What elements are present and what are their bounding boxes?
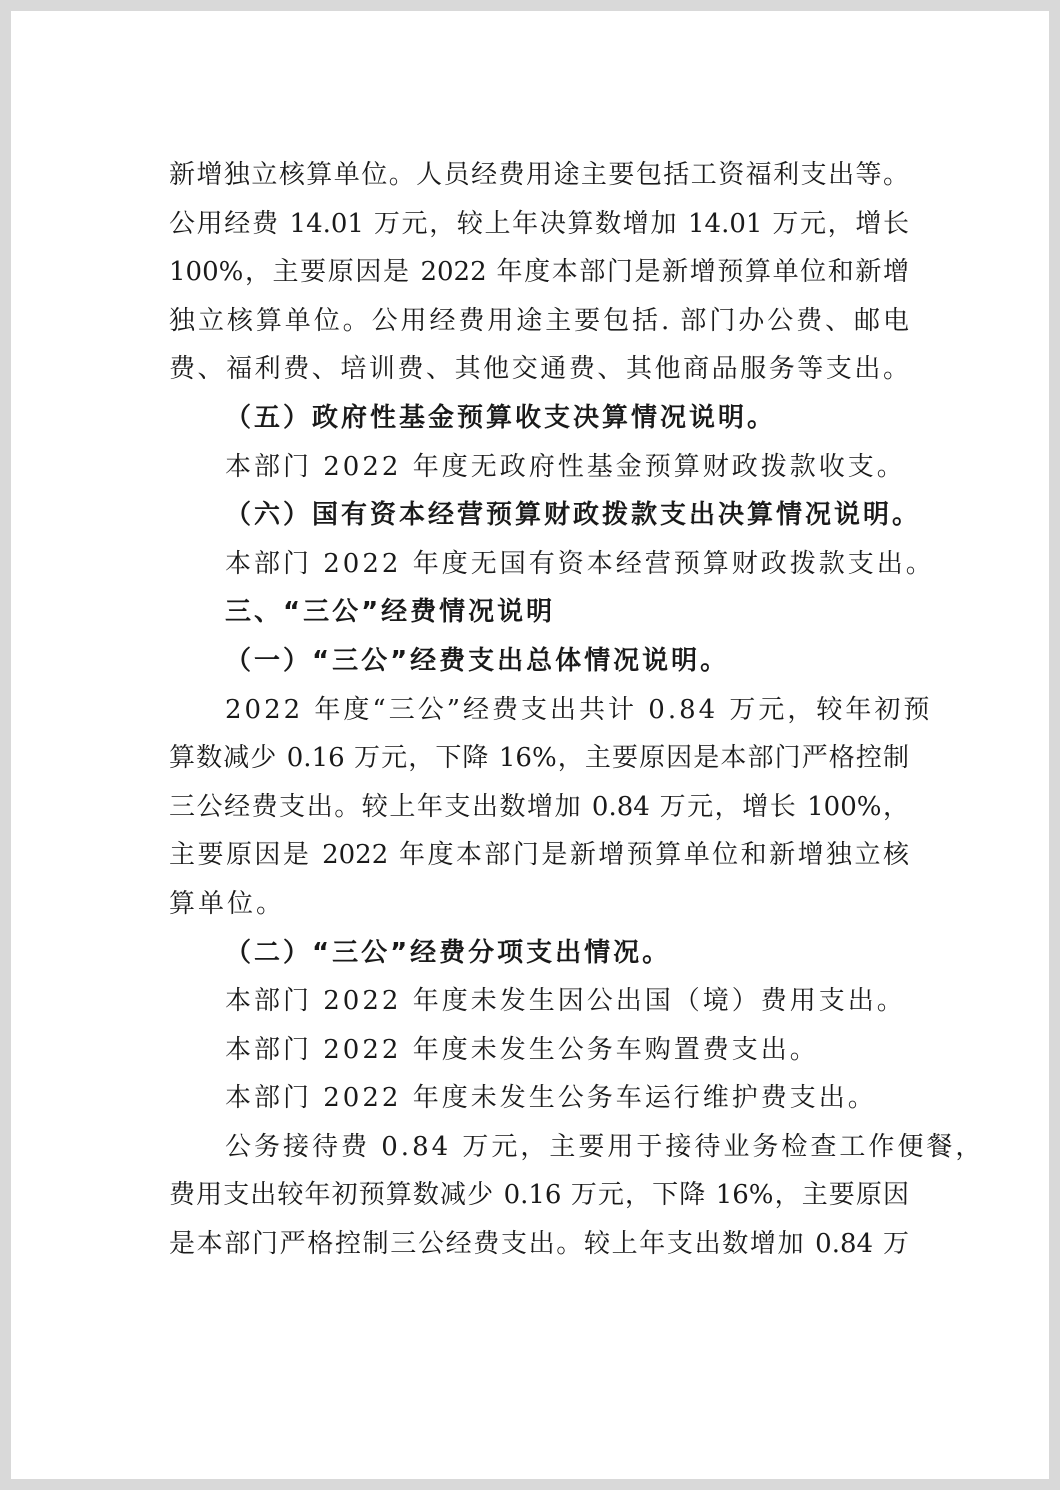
section-heading: （二）“三公”经费分项支出情况。 <box>225 937 672 968</box>
paragraph-line: 2022 年度“三公”经费支出共计 0.84 万元，较年初预 <box>225 694 933 725</box>
paragraph-line: 公用经费 14.01 万元，较上年决算数增加 14.01 万元，增长 <box>169 208 909 239</box>
paragraph-line: 100%，主要原因是 2022 年度本部门是新增预算单位和新增 <box>169 257 909 288</box>
paragraph-line: 主要原因是 2022 年度本部门是新增预算单位和新增独立核 <box>169 840 909 871</box>
section-heading: （一）“三公”经费支出总体情况说明。 <box>225 645 730 676</box>
paragraph-line: 本部门 2022 年度未发生因公出国（境）费用支出。 <box>225 986 906 1017</box>
paragraph-line: 独立核算单位。公用经费用途主要包括. 部门办公费、邮电 <box>169 305 909 336</box>
document-page <box>11 11 1049 1479</box>
paragraph-line: 是本部门严格控制三公经费支出。较上年支出数增加 0.84 万 <box>169 1229 909 1260</box>
paragraph-line: 费、福利费、培训费、其他交通费、其他商品服务等支出。 <box>169 354 909 385</box>
paragraph-line: 本部门 2022 年度无政府性基金预算财政拨款收支。 <box>225 451 906 482</box>
paragraph-line: 费用支出较年初预算数减少 0.16 万元，下降 16%，主要原因 <box>169 1180 909 1211</box>
paragraph-line: 算单位。 <box>169 888 286 919</box>
paragraph-line: 新增独立核算单位。人员经费用途主要包括工资福利支出等。 <box>169 160 909 190</box>
paragraph-line: 公务接待费 0.84 万元，主要用于接待业务检查工作便餐， <box>225 1131 985 1162</box>
chapter-heading: 三、“三公”经费情况说明 <box>225 597 556 628</box>
paragraph-line: 三公经费支出。较上年支出数增加 0.84 万元，增长 100%， <box>169 791 909 822</box>
paragraph-line: 本部门 2022 年度未发生公务车购置费支出。 <box>225 1034 819 1065</box>
document-body <box>169 151 985 1269</box>
section-heading: （六）国有资本经营预算财政拨款支出决算情况说明。 <box>225 500 922 531</box>
paragraph-line: 本部门 2022 年度未发生公务车运行维护费支出。 <box>225 1083 877 1114</box>
paragraph-line: 算数减少 0.16 万元，下降 16%，主要原因是本部门严格控制 <box>169 743 909 774</box>
section-heading: （五）政府性基金预算收支决算情况说明。 <box>225 402 777 433</box>
paragraph-line: 本部门 2022 年度无国有资本经营预算财政拨款支出。 <box>225 548 935 579</box>
